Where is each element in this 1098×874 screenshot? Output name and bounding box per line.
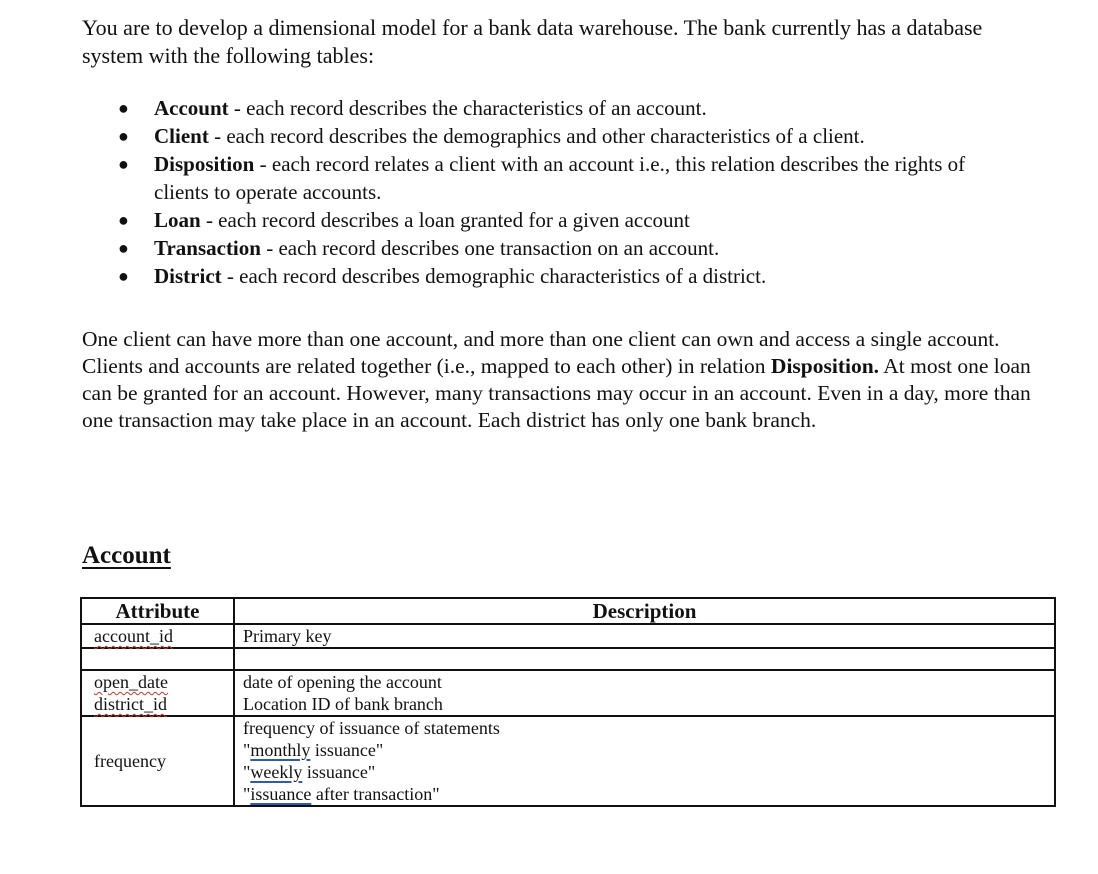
table-name: Account [154,96,229,120]
attr-cell [81,648,234,670]
list-item [110,206,1010,234]
list-item [110,94,1010,122]
table-list [110,94,1010,290]
value-monthly: monthly [250,740,311,760]
list-item [110,150,1010,206]
attr-name: account_id [94,626,173,646]
table-desc: - each record describes the characteristics of an account. [228,96,707,120]
bullet-icon: ● [118,126,129,146]
desc-cell: Location ID of bank branch [234,693,1055,716]
desc-cell [234,648,1055,670]
table-name: Loan [154,208,201,232]
desc-line [243,739,1046,761]
bullet-icon: ● [118,238,129,258]
desc-line: frequency of issuance of statements [243,718,500,738]
attr-name: district_id [94,694,167,714]
table-row [81,624,1055,648]
table-desc: - each record describes the demographics and other characteristics of a client. [208,124,865,148]
section-title: Account [82,542,171,569]
table-name: Client [154,124,209,148]
table-row [81,670,1055,693]
list-item [110,262,1010,290]
attr-cell [81,693,234,716]
value-suffix: issuance" [302,762,376,782]
bullet-icon: ● [118,154,129,174]
table-header-row [81,598,1055,624]
attr-name: open_date [94,672,168,692]
para-bold: Disposition. [770,354,880,378]
table-name: Disposition [154,152,255,176]
table-desc: - each record relates a client with an account i.e., this relation describes the rights of clients to operate accounts. [154,152,966,204]
intro-paragraph: You are to develop a dimensional model for a bank data warehouse. The bank currently has a database system with the following tables: [82,15,983,68]
quote: " [243,784,251,804]
desc-line [243,783,1046,805]
bullet-icon: ● [118,98,129,118]
para-text-2: At most one loan can be granted for an account. However, many transactions may occur in an account. Even in a day, more than one transaction may take place in an account. Each district has only one bank branch. [82,354,1031,432]
table-row [81,648,1055,670]
desc-cell: date of opening the account [234,670,1055,693]
list-item [110,234,1010,262]
bullet-icon: ● [118,266,129,286]
quote: " [243,762,251,782]
list-item [110,122,1010,150]
attr-cell: frequency [81,716,234,806]
header-description: Description [234,598,1055,624]
desc-cell [234,716,1055,806]
table-row [81,716,1055,806]
relationship-paragraph [82,326,1032,434]
bullet-icon: ● [118,210,129,230]
attr-cell [81,670,234,693]
table-name: District [154,264,222,288]
quote: " [243,740,251,760]
attribute-table [80,597,1056,807]
attr-cell [81,624,234,648]
value-suffix: issuance" [310,740,384,760]
value-issuance: issuance [250,784,312,804]
value-weekly: weekly [250,762,303,782]
table-desc: - each record describes a loan granted for a given account [200,208,690,232]
table-row [81,693,1055,716]
table-desc: - each record describes demographic characteristics of a district. [221,264,767,288]
table-desc: - each record describes one transaction on an account. [260,236,720,260]
desc-line [243,761,1046,783]
para-text-1: One client can have more than one account, and more than one client can own and access a single account. Clients and accounts are related together (i.e., mapped to each other) in relation [82,327,1000,378]
table-name: Transaction [154,236,261,260]
header-attribute: Attribute [81,598,234,624]
value-suffix: after transaction" [311,784,440,804]
desc-cell: Primary key [234,624,1055,648]
